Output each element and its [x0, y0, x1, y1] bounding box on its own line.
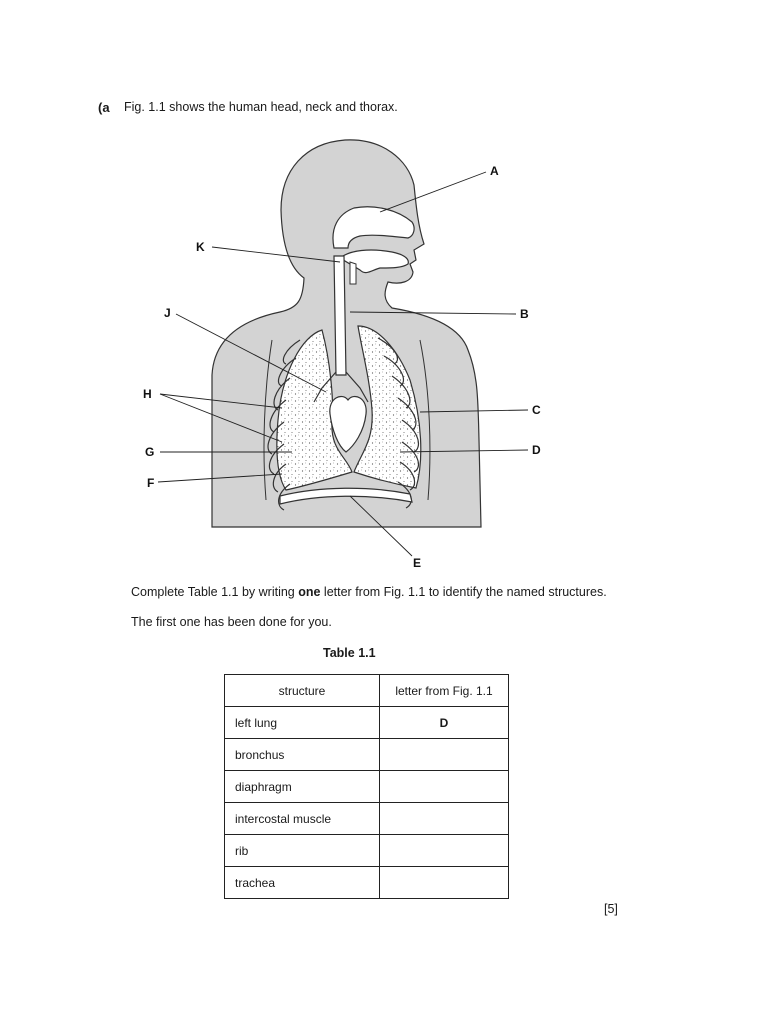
label-b: B	[520, 307, 529, 321]
letter-answer-cell[interactable]	[380, 867, 509, 899]
structure-cell: bronchus	[225, 739, 380, 771]
letter-answer-cell[interactable]	[380, 771, 509, 803]
table-row	[225, 867, 509, 899]
structure-cell: intercostal muscle	[225, 803, 380, 835]
trachea	[334, 256, 346, 375]
header-structure: structure	[225, 675, 380, 707]
figure-thorax-diagram	[130, 130, 570, 575]
instruction-line-1: Complete Table 1.1 by writing one letter from Fig. 1.1 to identify the named structures.	[131, 585, 607, 599]
label-c: C	[532, 403, 541, 417]
label-g: G	[145, 445, 155, 459]
table-header-row	[225, 675, 509, 707]
header-letter: letter from Fig. 1.1	[380, 675, 509, 707]
label-k: K	[196, 240, 205, 254]
label-h: H	[143, 387, 152, 401]
label-j: J	[164, 306, 171, 320]
table-row	[225, 739, 509, 771]
structure-cell: rib	[225, 835, 380, 867]
table-caption: Table 1.1	[323, 646, 376, 660]
marks-allocation: [5]	[604, 902, 618, 916]
thorax-diagram-svg	[130, 130, 570, 575]
letter-cell: D	[380, 707, 509, 739]
letter-answer-cell[interactable]	[380, 835, 509, 867]
letter-answer-cell[interactable]	[380, 739, 509, 771]
answer-table	[224, 674, 509, 899]
label-e: E	[413, 556, 422, 570]
table-row	[225, 803, 509, 835]
table-row	[225, 707, 509, 739]
letter-answer-cell[interactable]	[380, 803, 509, 835]
label-a: A	[490, 164, 499, 178]
label-d: D	[532, 443, 541, 457]
label-f: F	[147, 476, 155, 490]
question-intro: Fig. 1.1 shows the human head, neck and thorax.	[124, 100, 398, 114]
structure-cell: diaphragm	[225, 771, 380, 803]
instruction-line-2: The first one has been done for you.	[131, 615, 332, 629]
structure-cell: left lung	[225, 707, 380, 739]
structure-cell: trachea	[225, 867, 380, 899]
table-row	[225, 771, 509, 803]
question-label: (a	[98, 100, 110, 115]
table-row	[225, 835, 509, 867]
